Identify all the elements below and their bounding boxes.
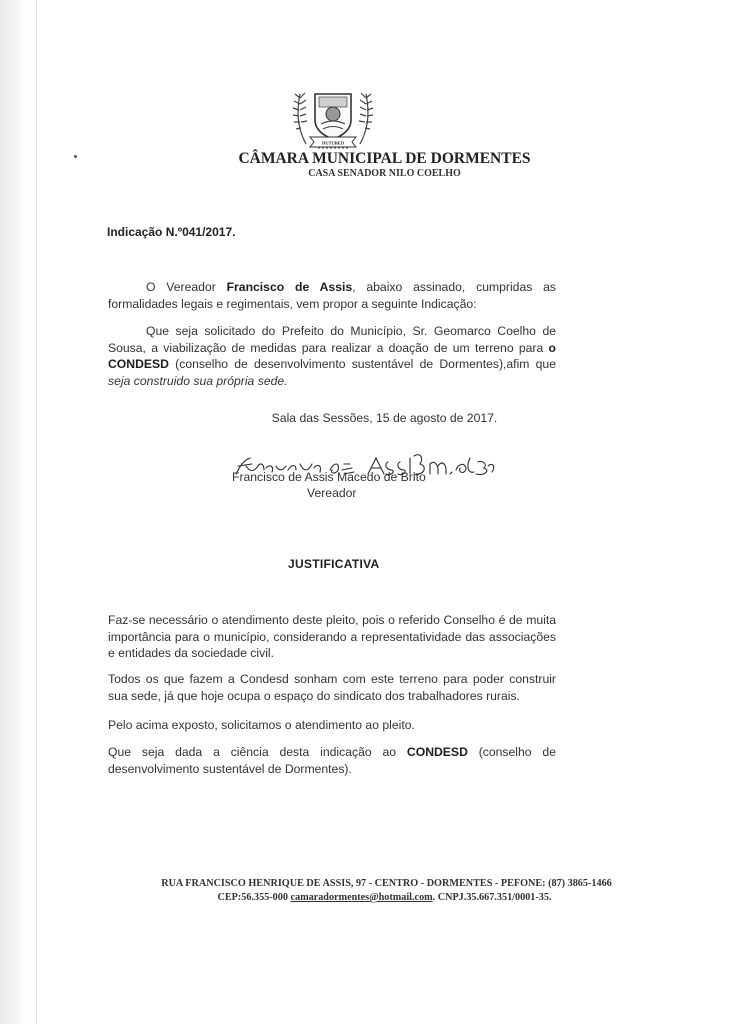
header-title: CÂMARA MUNICIPAL DE DORMENTES <box>238 150 531 167</box>
header-subtitle: CASA SENADOR NILO COELHO <box>308 168 461 179</box>
condesd-bold-2: CONDESD <box>406 745 468 759</box>
justificativa-heading: JUSTIFICATIVA <box>288 557 380 571</box>
intro-text-a: O Vereador <box>146 280 227 294</box>
footer-cep: CEP:56.355-000 <box>217 892 291 903</box>
seal-motto-text: DUTUBED <box>321 140 345 146</box>
request-text-b: (conselho de desenvolvimento sustentável de Dormentes),afim que <box>168 357 556 371</box>
request-text-italic: seja construido sua própria sede. <box>108 373 288 388</box>
footer-cnpj: . CNPJ.35.667.351/0001-35. <box>432 892 552 903</box>
municipal-coat-of-arms-icon <box>288 84 378 152</box>
indicacao-number: Indicação N.º041/2017. <box>107 225 236 239</box>
request-paragraph <box>108 323 556 389</box>
footer-address: RUA FRANCISCO HENRIQUE DE ASSIS, 97 - CENTRO - DORMENTES - PEFONE: (87) 3865-1466 <box>161 878 612 889</box>
intro-text-b: , abaixo assinado, cumpridas as formalidades legais e regimentais, vem propor a seguinte Indicação: <box>108 280 557 311</box>
signature-handwritten-text: francisco de Assis M. de Brito <box>234 444 248 445</box>
session-date: Sala das Sessões, 15 de agosto de 2017. <box>271 411 498 425</box>
justification-4-text-a: Que seja dada a ciência desta indicação ao <box>108 745 407 759</box>
signatory-role: Vereador <box>307 486 357 500</box>
justification-paragraph-1: Faz-se necessário o atendimento deste pleito, pois o referido Conselho é de muita importância para o município, considerando a representatividade das associações e entidades da sociedade civil. <box>108 613 556 660</box>
signatory-name: Francisco de Assis Macedo de Brito <box>232 470 426 484</box>
intro-paragraph <box>108 279 556 312</box>
footer-email-link[interactable]: camaradormentes@hotmail.com <box>290 892 433 903</box>
justification-paragraph-4 <box>108 744 556 777</box>
justification-4-text-b: (conselho de desenvolvimento sustentável de Dormentes). <box>108 745 556 776</box>
vereador-name: Francisco de Assis <box>226 280 353 294</box>
request-text-a: Que seja solicitado do Prefeito do Município, Sr. Geomarco Coelho de Sousa, a viabilização de medidas para realizar a doação de um terreno para <box>108 324 556 355</box>
condesd-bold: o CONDESD <box>108 340 556 371</box>
footer-contact <box>0 892 745 903</box>
justification-paragraph-3: Pelo acima exposto, solicitamos o atendimento ao pleito. <box>108 718 415 732</box>
justification-paragraph-2: Todos os que fazem a Condesd sonham com este terreno para poder construir sua sede, já que hoje ocupa o espaço do sindicato dos trabalhadores rurais. <box>108 672 556 703</box>
